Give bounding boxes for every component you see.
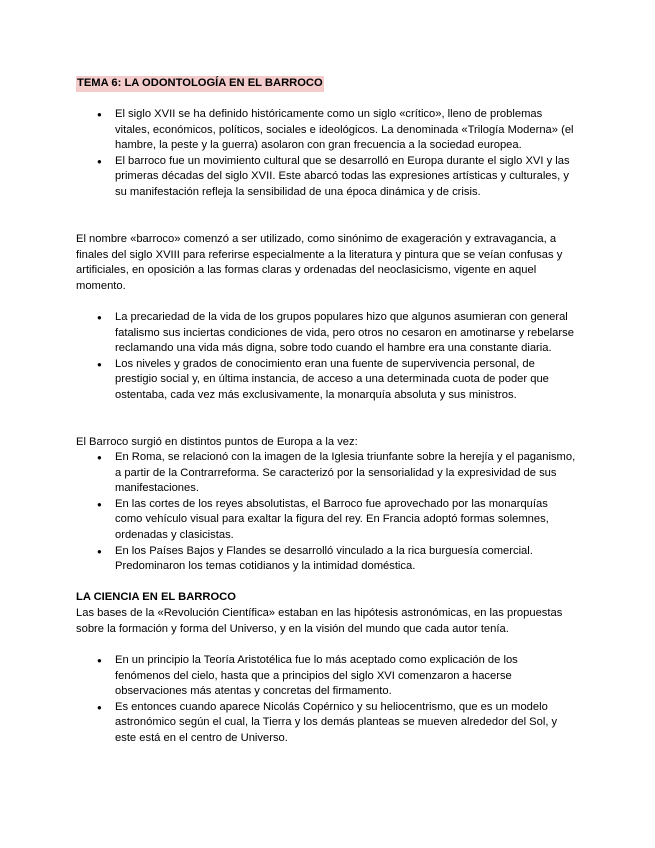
list-item: ● En las cortes de los reyes absolutistas, el Barroco fue aprovechado por las monarquías como vehículo visual para exaltar la figura del rey. En Francia adoptó formas solemnes, ordenadas y clasicistas. <box>76 497 576 544</box>
list-item: ● El siglo XVII se ha definido históricamente como un siglo «crítico», lleno de problemas vitales, económicos, políticos, sociales e ideológicos. La denominada «Trilogía Moderna» (el hambre, la peste y la guerra) asolaron con gran frecuencia a la sociedad europea. <box>76 107 576 154</box>
barroco-paragraph: El nombre «barroco» comenzó a ser utilizado, como sinónimo de exageración y extravagancia, a finales del siglo XVIII para referirse especialmente a la literatura y pintura que se veían confusas y artificiales, en oposición a las formas claras y ordenadas del neoclasicismo, vigente en aquel momento. <box>76 233 563 292</box>
list-item: ● En los Países Bajos y Flandes se desarrolló vinculado a la rica burguesía comercial. Predominaron los temas cotidianos y la intimidad doméstica. <box>76 544 576 575</box>
list-item: ● La precariedad de la vida de los grupos populares hizo que algunos asumieran con general fatalismo sus inciertas condiciones de vida, pero otros no cesaron en amotinarse y rebelarse reclamando una vida más digna, sobre todo cuando el hambre era una constante diaria. <box>76 310 576 357</box>
list-item: ● El barroco fue un movimiento cultural que se desarrolló en Europa durante el siglo XVI y las primeras décadas del siglo XVII. Este abarcó todas las expresiones artísticas y culturales, y su manifestación refleja la sensibilidad de una época dinámica y de crisis. <box>76 154 576 201</box>
list-item: ● En un principio la Teoría Aristotélica fue lo más aceptado como explicación de los fenómenos del cielo, hasta que a principios del siglo XVI comenzaron a hacerse observaciones más atentas y concretas del firmamento. <box>76 653 576 700</box>
intro-list <box>76 107 576 201</box>
origins-list <box>76 450 576 575</box>
list-item: ● Los niveles y grados de conocimiento eran una fuente de supervivencia personal, de prestigio social y, en última instancia, de acceso a una determinada cuota de poder que ostentaba, cada vez más exclusivamente, la monarquía absoluta y sus ministros. <box>76 357 576 404</box>
origins-intro: El Barroco surgió en distintos puntos de Europa a la vez: <box>76 436 358 448</box>
list-item: ● Es entonces cuando aparece Nicolás Copérnico y su heliocentrismo, que es un modelo astronómico según el cual, la Tierra y los demás planteas se mueven alrededor del Sol, y este está en el centro de Universo. <box>76 700 576 747</box>
science-list <box>76 653 576 747</box>
document-title: TEMA 6: LA ODONTOLOGÍA EN EL BARROCO <box>76 76 324 92</box>
list-item: ● En Roma, se relacionó con la imagen de la Iglesia triunfante sobre la herejía y el paganismo, a partir de la Contrarreforma. Se caracterizó por la sensorialidad y la expresividad de sus manifestaciones. <box>76 450 576 497</box>
science-heading: LA CIENCIA EN EL BARROCO <box>76 591 236 603</box>
science-paragraph: Las bases de la «Revolución Científica» estaban en las hipótesis astronómicas, en las propuestas sobre la formación y forma del Universo, y en la visión del mundo que cada autor tenía. <box>76 607 563 635</box>
society-list <box>76 310 576 404</box>
